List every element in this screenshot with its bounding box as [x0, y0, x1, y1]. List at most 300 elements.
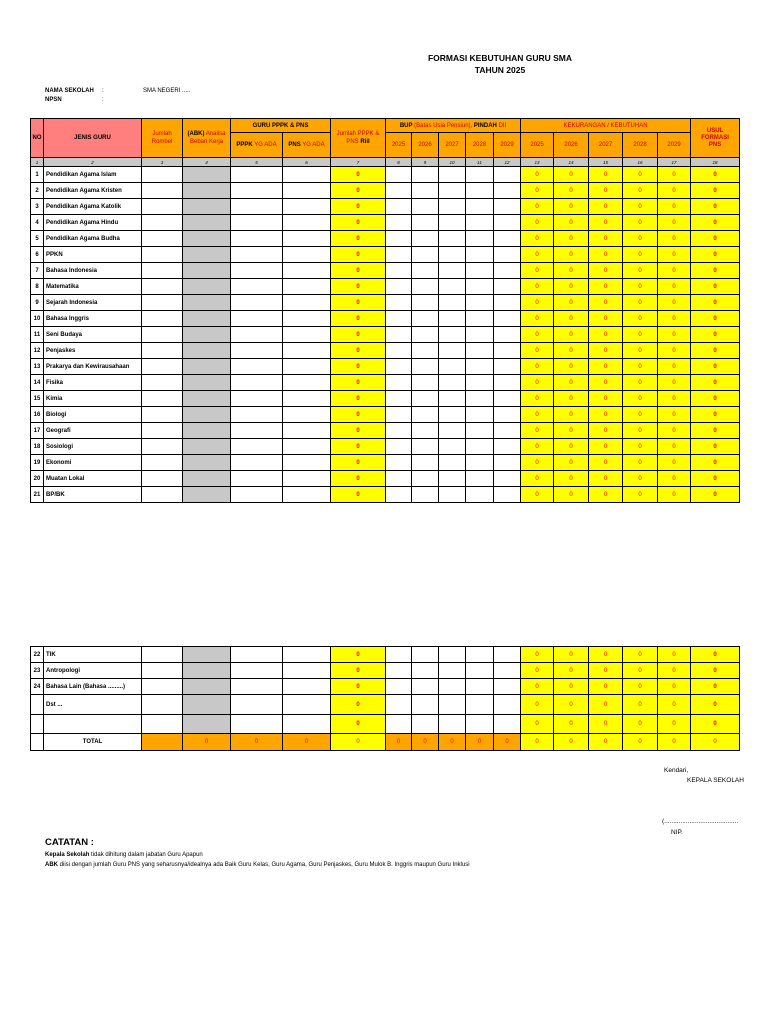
pppk-yg-ada-cell[interactable]	[231, 715, 283, 734]
jumlah-rombel-cell[interactable]	[142, 439, 183, 455]
bup-cell[interactable]	[386, 695, 412, 715]
kekurangan-cell: 0	[623, 407, 658, 423]
bup-cell[interactable]	[494, 199, 521, 215]
bup-cell[interactable]	[412, 215, 439, 231]
pppk-yg-ada-cell[interactable]	[231, 295, 283, 311]
bup-cell[interactable]	[439, 263, 466, 279]
bup-cell[interactable]	[494, 247, 521, 263]
kekurangan-cell: 0	[623, 359, 658, 375]
jumlah-rombel-cell[interactable]	[142, 663, 183, 679]
bup-cell[interactable]	[386, 279, 412, 295]
bup-cell[interactable]	[412, 327, 439, 343]
bup-cell[interactable]	[386, 715, 412, 734]
pns-yg-ada-cell[interactable]	[283, 423, 331, 439]
bup-cell[interactable]	[466, 715, 494, 734]
bup-cell[interactable]	[466, 199, 494, 215]
table-row	[31, 391, 740, 407]
bup-cell[interactable]	[439, 375, 466, 391]
bup-cell[interactable]	[439, 279, 466, 295]
jumlah-rombel-cell[interactable]	[142, 359, 183, 375]
usul-formasi-cell: 0	[691, 375, 740, 391]
bup-cell[interactable]	[466, 327, 494, 343]
bup-cell[interactable]	[386, 487, 412, 503]
kekurangan-cell: 0	[554, 199, 589, 215]
kekurangan-cell: 0	[658, 359, 691, 375]
bup-cell[interactable]	[412, 343, 439, 359]
bup-cell[interactable]	[386, 375, 412, 391]
bup-cell[interactable]	[494, 695, 521, 715]
bup-cell[interactable]	[386, 311, 412, 327]
bup-cell[interactable]	[466, 215, 494, 231]
subject-name: Muatan Lokal	[44, 471, 142, 487]
jumlah-rombel-cell[interactable]	[142, 679, 183, 695]
bup-cell[interactable]	[386, 455, 412, 471]
abk-cell[interactable]	[183, 311, 231, 327]
bup-cell[interactable]	[439, 487, 466, 503]
jumlah-rombel-cell[interactable]	[142, 311, 183, 327]
bup-cell[interactable]	[466, 343, 494, 359]
pns-yg-ada-cell[interactable]	[283, 455, 331, 471]
bup-cell[interactable]	[466, 455, 494, 471]
bup-cell[interactable]	[466, 487, 494, 503]
bup-cell[interactable]	[386, 231, 412, 247]
pppk-yg-ada-cell[interactable]	[231, 423, 283, 439]
pns-yg-ada-cell[interactable]	[283, 231, 331, 247]
bup-cell[interactable]	[466, 647, 494, 663]
column-number: 13	[521, 158, 554, 167]
pppk-yg-ada-cell[interactable]	[231, 327, 283, 343]
jumlah-rombel-cell[interactable]	[142, 487, 183, 503]
pns-yg-ada-cell[interactable]	[283, 263, 331, 279]
pns-yg-ada-cell[interactable]	[283, 679, 331, 695]
bup-cell[interactable]	[466, 663, 494, 679]
jumlah-rombel-cell[interactable]	[142, 183, 183, 199]
bup-cell[interactable]	[386, 247, 412, 263]
bup-cell[interactable]	[439, 471, 466, 487]
pppk-yg-ada-cell[interactable]	[231, 679, 283, 695]
jumlah-rombel-cell[interactable]	[142, 695, 183, 715]
pns-yg-ada-cell[interactable]	[283, 311, 331, 327]
pppk-yg-ada-cell[interactable]	[231, 263, 283, 279]
bup-cell[interactable]	[494, 391, 521, 407]
bup-cell[interactable]	[412, 247, 439, 263]
jumlah-rombel-cell[interactable]	[142, 167, 183, 183]
bup-cell[interactable]	[466, 359, 494, 375]
header-jumlah-rombel: Jumlah Rombel	[142, 119, 183, 158]
table-row	[31, 263, 740, 279]
abk-cell[interactable]	[183, 647, 231, 663]
column-number: 18	[691, 158, 740, 167]
bup-cell[interactable]	[466, 263, 494, 279]
usul-formasi-cell: 0	[691, 487, 740, 503]
bup-cell[interactable]	[466, 279, 494, 295]
row-number: 9	[31, 295, 44, 311]
kekurangan-cell: 0	[589, 647, 623, 663]
jumlah-rombel-cell[interactable]	[142, 231, 183, 247]
bup-cell[interactable]	[494, 263, 521, 279]
jumlah-rombel-cell[interactable]	[142, 199, 183, 215]
bup-cell[interactable]	[439, 167, 466, 183]
pns-yg-ada-cell[interactable]	[283, 359, 331, 375]
pns-yg-ada-cell[interactable]	[283, 183, 331, 199]
bup-cell[interactable]	[412, 231, 439, 247]
pns-yg-ada-cell[interactable]	[283, 391, 331, 407]
row-number	[31, 715, 44, 734]
bup-cell[interactable]	[412, 647, 439, 663]
table-row	[31, 455, 740, 471]
bup-cell[interactable]	[439, 647, 466, 663]
bup-cell[interactable]	[439, 247, 466, 263]
bup-cell[interactable]	[386, 183, 412, 199]
bup-cell[interactable]	[494, 423, 521, 439]
kekurangan-cell: 0	[623, 423, 658, 439]
abk-cell[interactable]	[183, 375, 231, 391]
bup-cell[interactable]	[439, 715, 466, 734]
bup-cell[interactable]	[412, 199, 439, 215]
bup-cell[interactable]	[412, 715, 439, 734]
jumlah-rombel-cell[interactable]	[142, 343, 183, 359]
subject-name: Pendidikan Agama Kristen	[44, 183, 142, 199]
table-row	[31, 647, 740, 663]
bup-cell[interactable]	[439, 295, 466, 311]
pppk-yg-ada-cell[interactable]	[231, 167, 283, 183]
kekurangan-cell: 0	[658, 247, 691, 263]
row-number	[31, 695, 44, 715]
bup-cell[interactable]	[439, 215, 466, 231]
bup-cell[interactable]	[466, 311, 494, 327]
bup-cell[interactable]	[412, 295, 439, 311]
kekurangan-cell: 0	[589, 343, 623, 359]
pns-yg-ada-cell[interactable]	[283, 439, 331, 455]
usul-formasi-cell: 0	[691, 423, 740, 439]
bup-cell[interactable]	[412, 679, 439, 695]
pns-yg-ada-cell[interactable]	[283, 647, 331, 663]
bup-cell[interactable]	[439, 359, 466, 375]
jumlah-rombel-cell[interactable]	[142, 295, 183, 311]
pppk-yg-ada-cell[interactable]	[231, 359, 283, 375]
bup-cell[interactable]	[494, 647, 521, 663]
bup-cell[interactable]	[386, 167, 412, 183]
bup-cell[interactable]	[386, 663, 412, 679]
bup-cell[interactable]	[439, 439, 466, 455]
abk-cell[interactable]	[183, 695, 231, 715]
pppk-yg-ada-cell[interactable]	[231, 311, 283, 327]
abk-cell[interactable]	[183, 663, 231, 679]
bup-cell[interactable]	[386, 263, 412, 279]
abk-cell[interactable]	[183, 279, 231, 295]
total-value-cell: 0	[412, 734, 439, 751]
pns-yg-ada-cell[interactable]	[283, 663, 331, 679]
bup-cell[interactable]	[412, 183, 439, 199]
pppk-yg-ada-cell[interactable]	[231, 199, 283, 215]
bup-cell[interactable]	[466, 247, 494, 263]
kekurangan-cell: 0	[521, 263, 554, 279]
bup-cell[interactable]	[439, 679, 466, 695]
bup-cell[interactable]	[412, 455, 439, 471]
bup-cell[interactable]	[412, 167, 439, 183]
pppk-yg-ada-cell[interactable]	[231, 455, 283, 471]
bup-cell[interactable]	[386, 199, 412, 215]
bup-cell[interactable]	[386, 423, 412, 439]
bup-cell[interactable]	[466, 167, 494, 183]
subject-name: TIK	[44, 647, 142, 663]
kekurangan-cell: 0	[658, 311, 691, 327]
abk-cell[interactable]	[183, 439, 231, 455]
bup-cell[interactable]	[494, 407, 521, 423]
bup-cell[interactable]	[494, 455, 521, 471]
pppk-yg-ada-cell[interactable]	[231, 231, 283, 247]
pns-yg-ada-cell[interactable]	[283, 215, 331, 231]
jumlah-rombel-cell[interactable]	[142, 279, 183, 295]
bup-cell[interactable]	[466, 439, 494, 455]
jumlah-rombel-cell[interactable]	[142, 375, 183, 391]
subject-name: Sejarah Indonesia	[44, 295, 142, 311]
pppk-yg-ada-cell[interactable]	[231, 247, 283, 263]
kekurangan-cell: 0	[623, 279, 658, 295]
kekurangan-cell: 0	[521, 695, 554, 715]
bup-cell[interactable]	[439, 199, 466, 215]
abk-cell[interactable]	[183, 327, 231, 343]
bup-cell[interactable]	[412, 279, 439, 295]
bup-cell[interactable]	[412, 263, 439, 279]
pppk-yg-ada-cell[interactable]	[231, 391, 283, 407]
bup-cell[interactable]	[494, 715, 521, 734]
abk-cell[interactable]	[183, 391, 231, 407]
jumlah-rombel-cell[interactable]	[142, 715, 183, 734]
bup-cell[interactable]	[439, 327, 466, 343]
abk-cell[interactable]	[183, 455, 231, 471]
header-kekurangan-kebutuhan: KEKURANGAN / KEBUTUHAN	[521, 119, 691, 133]
bup-cell[interactable]	[386, 679, 412, 695]
abk-cell[interactable]	[183, 423, 231, 439]
pppk-yg-ada-cell[interactable]	[231, 695, 283, 715]
pppk-yg-ada-cell[interactable]	[231, 375, 283, 391]
table-row	[31, 295, 740, 311]
bup-cell[interactable]	[386, 327, 412, 343]
bup-cell[interactable]	[386, 407, 412, 423]
bup-cell[interactable]	[466, 695, 494, 715]
jumlah-rombel-cell[interactable]	[142, 215, 183, 231]
bup-cell[interactable]	[494, 375, 521, 391]
pns-yg-ada-cell[interactable]	[283, 695, 331, 715]
bup-cell[interactable]	[412, 695, 439, 715]
abk-cell[interactable]	[183, 183, 231, 199]
kekurangan-cell: 0	[554, 487, 589, 503]
bup-cell[interactable]	[439, 407, 466, 423]
pns-yg-ada-cell[interactable]	[283, 715, 331, 734]
kekurangan-cell: 0	[589, 311, 623, 327]
bup-cell[interactable]	[412, 311, 439, 327]
pns-yg-ada-cell[interactable]	[283, 247, 331, 263]
bup-cell[interactable]	[466, 471, 494, 487]
jumlah-rombel-cell[interactable]	[142, 407, 183, 423]
bup-cell[interactable]	[439, 695, 466, 715]
abk-cell[interactable]	[183, 471, 231, 487]
jumlah-rombel-cell[interactable]	[142, 327, 183, 343]
npsn-label: NPSN	[45, 97, 62, 103]
bup-cell[interactable]	[386, 647, 412, 663]
bup-cell[interactable]	[494, 231, 521, 247]
bup-cell[interactable]	[412, 391, 439, 407]
abk-cell[interactable]	[183, 679, 231, 695]
pns-yg-ada-cell[interactable]	[283, 375, 331, 391]
jumlah-rombel-cell[interactable]	[142, 247, 183, 263]
abk-cell[interactable]	[183, 199, 231, 215]
pns-yg-ada-cell[interactable]	[283, 167, 331, 183]
kekurangan-cell: 0	[521, 279, 554, 295]
bup-cell[interactable]	[439, 391, 466, 407]
bup-cell[interactable]	[412, 359, 439, 375]
bup-cell[interactable]	[439, 311, 466, 327]
abk-cell[interactable]	[183, 407, 231, 423]
usul-formasi-cell: 0	[691, 647, 740, 663]
abk-cell[interactable]	[183, 715, 231, 734]
table-row	[31, 327, 740, 343]
bup-cell[interactable]	[439, 343, 466, 359]
bup-cell[interactable]	[466, 423, 494, 439]
abk-cell[interactable]	[183, 343, 231, 359]
abk-cell[interactable]	[183, 263, 231, 279]
bup-cell[interactable]	[386, 471, 412, 487]
bup-cell[interactable]	[439, 231, 466, 247]
bup-cell[interactable]	[386, 343, 412, 359]
kekurangan-cell: 0	[589, 455, 623, 471]
column-number: 15	[589, 158, 623, 167]
row-number: 16	[31, 407, 44, 423]
bup-cell[interactable]	[494, 679, 521, 695]
pns-yg-ada-cell[interactable]	[283, 327, 331, 343]
bup-cell[interactable]	[412, 487, 439, 503]
notes-line-2: ABK diisi dengan jumlah Guru PNS yang seharusnya/idealnya ada Baik Guru Kelas, Guru Agama, Guru Penjaskes, Guru Mulok B. Inggris maupun Guru Inklusi	[45, 862, 470, 868]
abk-cell[interactable]	[183, 295, 231, 311]
column-number: 9	[412, 158, 439, 167]
column-number: 5	[231, 158, 283, 167]
header-no: NO	[31, 119, 44, 158]
pppk-yg-ada-cell[interactable]	[231, 279, 283, 295]
jumlah-rombel-cell[interactable]	[142, 391, 183, 407]
bup-cell[interactable]	[386, 439, 412, 455]
pppk-yg-ada-cell[interactable]	[231, 439, 283, 455]
abk-cell[interactable]	[183, 167, 231, 183]
kekurangan-cell: 0	[589, 695, 623, 715]
bup-cell[interactable]	[439, 183, 466, 199]
bup-cell[interactable]	[466, 407, 494, 423]
pns-yg-ada-cell[interactable]	[283, 199, 331, 215]
pppk-yg-ada-cell[interactable]	[231, 183, 283, 199]
bup-cell[interactable]	[412, 407, 439, 423]
bup-cell[interactable]	[494, 343, 521, 359]
kekurangan-cell: 0	[658, 327, 691, 343]
kekurangan-cell: 0	[623, 215, 658, 231]
bup-cell[interactable]	[466, 679, 494, 695]
bup-cell[interactable]	[439, 423, 466, 439]
page-title: FORMASI KEBUTUHAN GURU SMA	[427, 53, 573, 63]
bup-cell[interactable]	[412, 439, 439, 455]
jumlah-rombel-cell[interactable]	[142, 455, 183, 471]
bup-cell[interactable]	[494, 311, 521, 327]
pns-yg-ada-cell[interactable]	[283, 279, 331, 295]
bup-cell[interactable]	[466, 391, 494, 407]
bup-cell[interactable]	[494, 471, 521, 487]
column-number-row	[31, 158, 740, 167]
header-need-year-2026: 2026	[554, 133, 589, 158]
jumlah-riil-cell: 0	[331, 359, 386, 375]
row-number: 11	[31, 327, 44, 343]
jumlah-rombel-cell[interactable]	[142, 647, 183, 663]
pppk-yg-ada-cell[interactable]	[231, 663, 283, 679]
bup-cell[interactable]	[412, 375, 439, 391]
abk-cell[interactable]	[183, 359, 231, 375]
bup-cell[interactable]	[494, 167, 521, 183]
bup-cell[interactable]	[466, 183, 494, 199]
bup-cell[interactable]	[494, 663, 521, 679]
pppk-yg-ada-cell[interactable]	[231, 647, 283, 663]
bup-cell[interactable]	[494, 327, 521, 343]
bup-cell[interactable]	[439, 663, 466, 679]
bup-cell[interactable]	[439, 455, 466, 471]
pns-yg-ada-cell[interactable]	[283, 471, 331, 487]
bup-cell[interactable]	[412, 471, 439, 487]
bup-cell[interactable]	[466, 231, 494, 247]
bup-cell[interactable]	[466, 375, 494, 391]
jumlah-rombel-cell[interactable]	[142, 263, 183, 279]
bup-cell[interactable]	[494, 215, 521, 231]
bup-cell[interactable]	[412, 423, 439, 439]
subject-name: Ekonomi	[44, 455, 142, 471]
pppk-yg-ada-cell[interactable]	[231, 343, 283, 359]
bup-cell[interactable]	[494, 439, 521, 455]
pppk-yg-ada-cell[interactable]	[231, 407, 283, 423]
abk-cell[interactable]	[183, 215, 231, 231]
pppk-yg-ada-cell[interactable]	[231, 215, 283, 231]
jumlah-riil-cell: 0	[331, 455, 386, 471]
abk-cell[interactable]	[183, 487, 231, 503]
pns-yg-ada-cell[interactable]	[283, 343, 331, 359]
bup-cell[interactable]	[494, 279, 521, 295]
jumlah-rombel-cell[interactable]	[142, 423, 183, 439]
header-jenis-guru: JENIS GURU	[44, 119, 142, 158]
table-row	[31, 423, 740, 439]
bup-cell[interactable]	[494, 359, 521, 375]
bup-cell[interactable]	[494, 183, 521, 199]
header-need-year-2027: 2027	[589, 133, 623, 158]
bup-cell[interactable]	[386, 215, 412, 231]
column-number: 11	[466, 158, 494, 167]
pns-yg-ada-cell[interactable]	[283, 407, 331, 423]
bup-cell[interactable]	[386, 359, 412, 375]
pppk-yg-ada-cell[interactable]	[231, 487, 283, 503]
page-subtitle-year: TAHUN 2025	[474, 65, 526, 75]
header-guru-pppk-pns: GURU PPPK & PNS	[231, 119, 331, 133]
total-value-cell: 0	[331, 734, 386, 751]
table-row	[31, 663, 740, 679]
bup-cell[interactable]	[386, 295, 412, 311]
bup-cell[interactable]	[386, 391, 412, 407]
jumlah-rombel-cell[interactable]	[142, 471, 183, 487]
pns-yg-ada-cell[interactable]	[283, 487, 331, 503]
bup-cell[interactable]	[412, 663, 439, 679]
bup-cell[interactable]	[494, 295, 521, 311]
pppk-yg-ada-cell[interactable]	[231, 471, 283, 487]
table-row	[31, 199, 740, 215]
abk-cell[interactable]	[183, 231, 231, 247]
pns-yg-ada-cell[interactable]	[283, 295, 331, 311]
school-name-value: SMA NEGERI .....	[143, 88, 191, 94]
bup-cell[interactable]	[494, 487, 521, 503]
kekurangan-cell: 0	[521, 199, 554, 215]
bup-cell[interactable]	[466, 295, 494, 311]
abk-cell[interactable]	[183, 247, 231, 263]
